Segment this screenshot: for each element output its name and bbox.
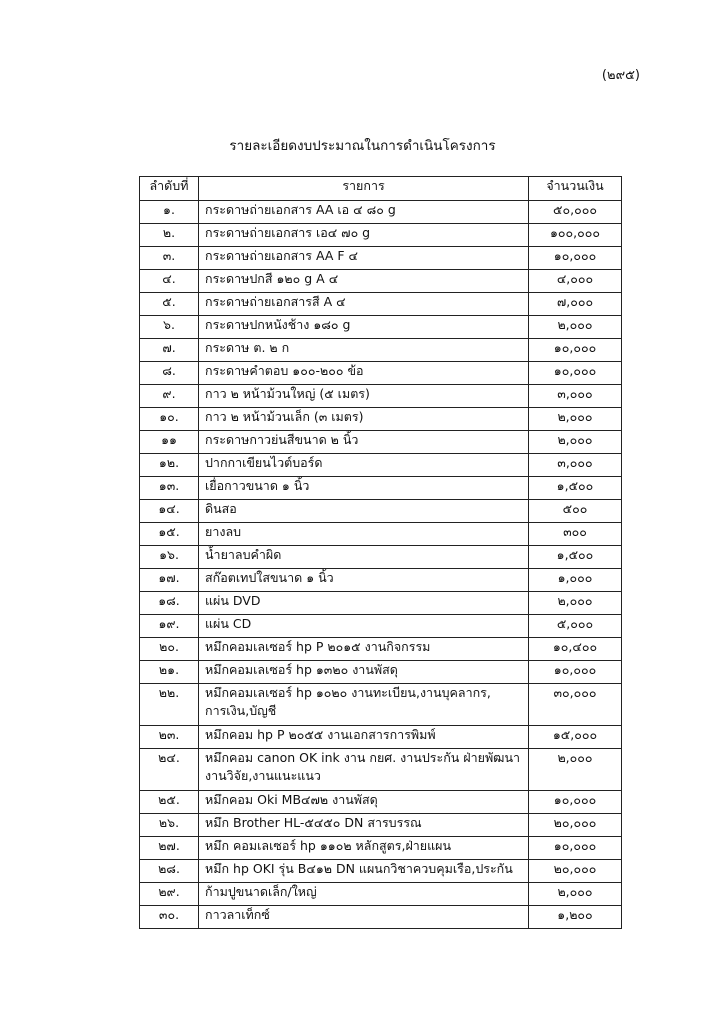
row-amount: ๓๐๐ [529,523,622,546]
table-header [140,177,622,201]
row-item [199,814,529,837]
header-item: รายการ [199,177,529,201]
row-amount: ๑๐,๐๐๐ [529,791,622,814]
row-number: ๑๕. [140,523,199,546]
row-number: ๖. [140,316,199,339]
row-number: ๒๑. [140,661,199,684]
row-amount: ๕,๐๐๐ [529,615,622,638]
row-item [199,569,529,592]
header-sequence: ลำดับที่ [140,177,199,201]
table-row [140,883,622,906]
row-item [199,883,529,906]
row-item [199,316,529,339]
row-item-text: หมึกคอม hp P ๒๐๕๕ งานเอกสารการพิมพ์ [205,727,436,742]
table-row [140,500,622,523]
row-item-text: กระดาษปกสี ๑๒๐ g A ๔ [205,271,339,286]
row-amount: ๑๐,๐๐๐ [529,837,622,860]
row-item-text: กระดาษคำตอบ ๑๐๐-๒๐๐ ข้อ [205,363,364,378]
table-row [140,247,622,270]
table-row [140,814,622,837]
table-row [140,615,622,638]
table-row [140,569,622,592]
row-amount: ๒๐,๐๐๐ [529,860,622,883]
row-amount: ๑๐,๐๐๐ [529,247,622,270]
row-amount: ๓๐,๐๐๐ [529,684,622,726]
row-item [199,201,529,224]
row-item-text: กาว ๒ หน้าม้วนเล็ก (๓ เมตร) [205,409,364,424]
row-number: ๑๖. [140,546,199,569]
row-amount: ๑๕,๐๐๐ [529,726,622,749]
row-item [199,385,529,408]
page-number: (๒๙๕) [601,68,640,83]
row-item [199,500,529,523]
row-amount: ๒,๐๐๐ [529,883,622,906]
row-number: ๔. [140,270,199,293]
table-row [140,454,622,477]
row-item [199,477,529,500]
table-row [140,385,622,408]
row-item [199,726,529,749]
row-item-text: หมึก Brother HL-๕๔๕๐ DN สารบรรณ [205,815,422,830]
row-amount: ๒,๐๐๐ [529,592,622,615]
table-row [140,749,622,791]
row-amount: ๑,๕๐๐ [529,546,622,569]
row-number: ๒๓. [140,726,199,749]
row-amount: ๒๐,๐๐๐ [529,814,622,837]
row-item [199,293,529,316]
row-number: ๒๘. [140,860,199,883]
row-amount: ๗,๐๐๐ [529,293,622,316]
table-row [140,431,622,454]
row-item-text: กระดาษถ่ายเอกสารสี A ๔ [205,294,346,309]
table-row [140,316,622,339]
table-row [140,661,622,684]
table-row [140,684,622,726]
row-item-text: หมึก คอมเลเซอร์ hp ๑๑๐๒ หลักสูตร,ฝ่ายแผน [205,838,452,853]
row-item-text: กระดาษถ่ายเอกสาร AA เอ ๔ ๘๐ g [205,202,396,217]
row-amount: ๑๐๐,๐๐๐ [529,224,622,247]
row-number: ๒๒. [140,684,199,726]
row-item-text: หมึกคอมเลเซอร์ hp P ๒๐๑๕ งานกิจกรรม [205,639,431,654]
table-row [140,270,622,293]
row-number: ๒๔. [140,749,199,791]
row-item-text: กระดาษกาวย่นสีขนาด ๒ นิ้ว [205,432,359,447]
row-item-text-line2: การเงิน,บัญชี [205,703,277,718]
row-item [199,661,529,684]
row-number: ๘. [140,362,199,385]
table-body [140,201,622,929]
table-row [140,477,622,500]
row-number: ๒๙. [140,883,199,906]
row-number: ๑๙. [140,615,199,638]
table-row [140,201,622,224]
row-number: ๑๗. [140,569,199,592]
row-item-text: ยางลบ [205,524,242,539]
row-number: ๓. [140,247,199,270]
row-item [199,339,529,362]
table-row [140,791,622,814]
row-item-text: ดินสอ [205,501,237,516]
row-number: ๑๐. [140,408,199,431]
row-number: ๑๓. [140,477,199,500]
row-number: ๓๐. [140,906,199,929]
table-row [140,860,622,883]
row-number: ๑๘. [140,592,199,615]
row-item-text: กาว ๒ หน้าม้วนใหญ่ (๕ เมตร) [205,386,370,401]
row-item [199,749,529,791]
row-item-text: หมึก hp OKI รุ่น B๔๑๒ DN แผนกวิชาควบคุมเรือ,ประกัน [205,861,513,876]
table-row [140,523,622,546]
row-item-text: แผ่น CD [205,616,252,631]
table-row [140,638,622,661]
row-number: ๕. [140,293,199,316]
row-item [199,408,529,431]
row-item-text: หมึกคอม Oki MB๔๗๒ งานพัสดุ [205,792,378,807]
row-number: ๒๖. [140,814,199,837]
row-item [199,615,529,638]
row-item-text: กาวลาเท็กซ์ [205,907,270,922]
row-item [199,638,529,661]
table-row [140,546,622,569]
row-item-text: เยื่อกาวขนาด ๑ นิ้ว [205,478,310,493]
table-row [140,906,622,929]
row-amount: ๕๐,๐๐๐ [529,201,622,224]
row-amount: ๒,๐๐๐ [529,316,622,339]
row-amount: ๑๐,๐๐๐ [529,339,622,362]
row-item-text: น้ำยาลบคำผิด [205,547,282,562]
row-item [199,523,529,546]
row-amount: ๒,๐๐๐ [529,431,622,454]
table-row [140,362,622,385]
table-row [140,592,622,615]
row-item [199,906,529,929]
table-row [140,408,622,431]
row-amount: ๒,๐๐๐ [529,408,622,431]
row-amount: ๑๐,๔๐๐ [529,638,622,661]
row-amount: ๑,๕๐๐ [529,477,622,500]
row-item [199,270,529,293]
row-amount: ๑,๐๐๐ [529,569,622,592]
document-title: รายละเอียดงบประมาณในการดำเนินโครงการ [229,138,496,154]
row-item-text-line2: งานวิจัย,งานแนะแนว [205,768,321,783]
row-amount: ๑,๒๐๐ [529,906,622,929]
row-item [199,546,529,569]
row-item [199,592,529,615]
table-row [140,837,622,860]
row-amount: ๓,๐๐๐ [529,385,622,408]
row-number: ๒. [140,224,199,247]
table-row [140,293,622,316]
row-number: ๙. [140,385,199,408]
row-amount: ๕๐๐ [529,500,622,523]
budget-table [139,176,622,929]
row-item-text: หมึกคอมเลเซอร์ hp ๑๓๒๐ งานพัสดุ [205,662,398,677]
row-number: ๒๐. [140,638,199,661]
row-item-text: กระดาษปกหนังช้าง ๑๘๐ g [205,317,351,332]
row-item [199,684,529,726]
row-item-text: กระดาษถ่ายเอกสาร AA F ๔ [205,248,359,263]
row-amount: ๔,๐๐๐ [529,270,622,293]
row-amount: ๒,๐๐๐ [529,749,622,791]
row-item [199,860,529,883]
table-row [140,339,622,362]
row-item [199,362,529,385]
row-item-text: สก๊อตเทปใสขนาด ๑ นิ้ว [205,570,334,585]
row-item [199,791,529,814]
row-item-text: ปากกาเขียนไวต์บอร์ด [205,455,323,470]
row-number: ๒๗. [140,837,199,860]
row-item [199,224,529,247]
row-amount: ๑๐,๐๐๐ [529,362,622,385]
row-item-text: หมึกคอม canon OK ink งาน กยศ. งานประกัน ฝ่ายพัฒนา [205,750,521,765]
row-number: ๑๔. [140,500,199,523]
row-number: ๒๕. [140,791,199,814]
row-item-text: กระดาษถ่ายเอกสาร เอ๔ ๗๐ g [205,225,371,240]
table-row [140,224,622,247]
row-amount: ๑๐,๐๐๐ [529,661,622,684]
row-number: ๗. [140,339,199,362]
row-item [199,247,529,270]
row-number: ๑๑ [140,431,199,454]
row-item-text: หมึกคอมเลเซอร์ hp ๑๐๒๐ งานทะเบียน,งานบุคลากร, [205,685,491,700]
row-item [199,431,529,454]
row-item-text: กระดาษ ต. ๒ ก [205,340,290,355]
row-item-text: ก้ามปูขนาดเล็ก/ใหญ่ [205,884,317,899]
row-item [199,454,529,477]
row-item [199,837,529,860]
header-amount: จำนวนเงิน [529,177,622,201]
row-amount: ๓,๐๐๐ [529,454,622,477]
table-row [140,726,622,749]
row-number: ๑๒. [140,454,199,477]
row-number: ๑. [140,201,199,224]
row-item-text: แผ่น DVD [205,593,261,608]
